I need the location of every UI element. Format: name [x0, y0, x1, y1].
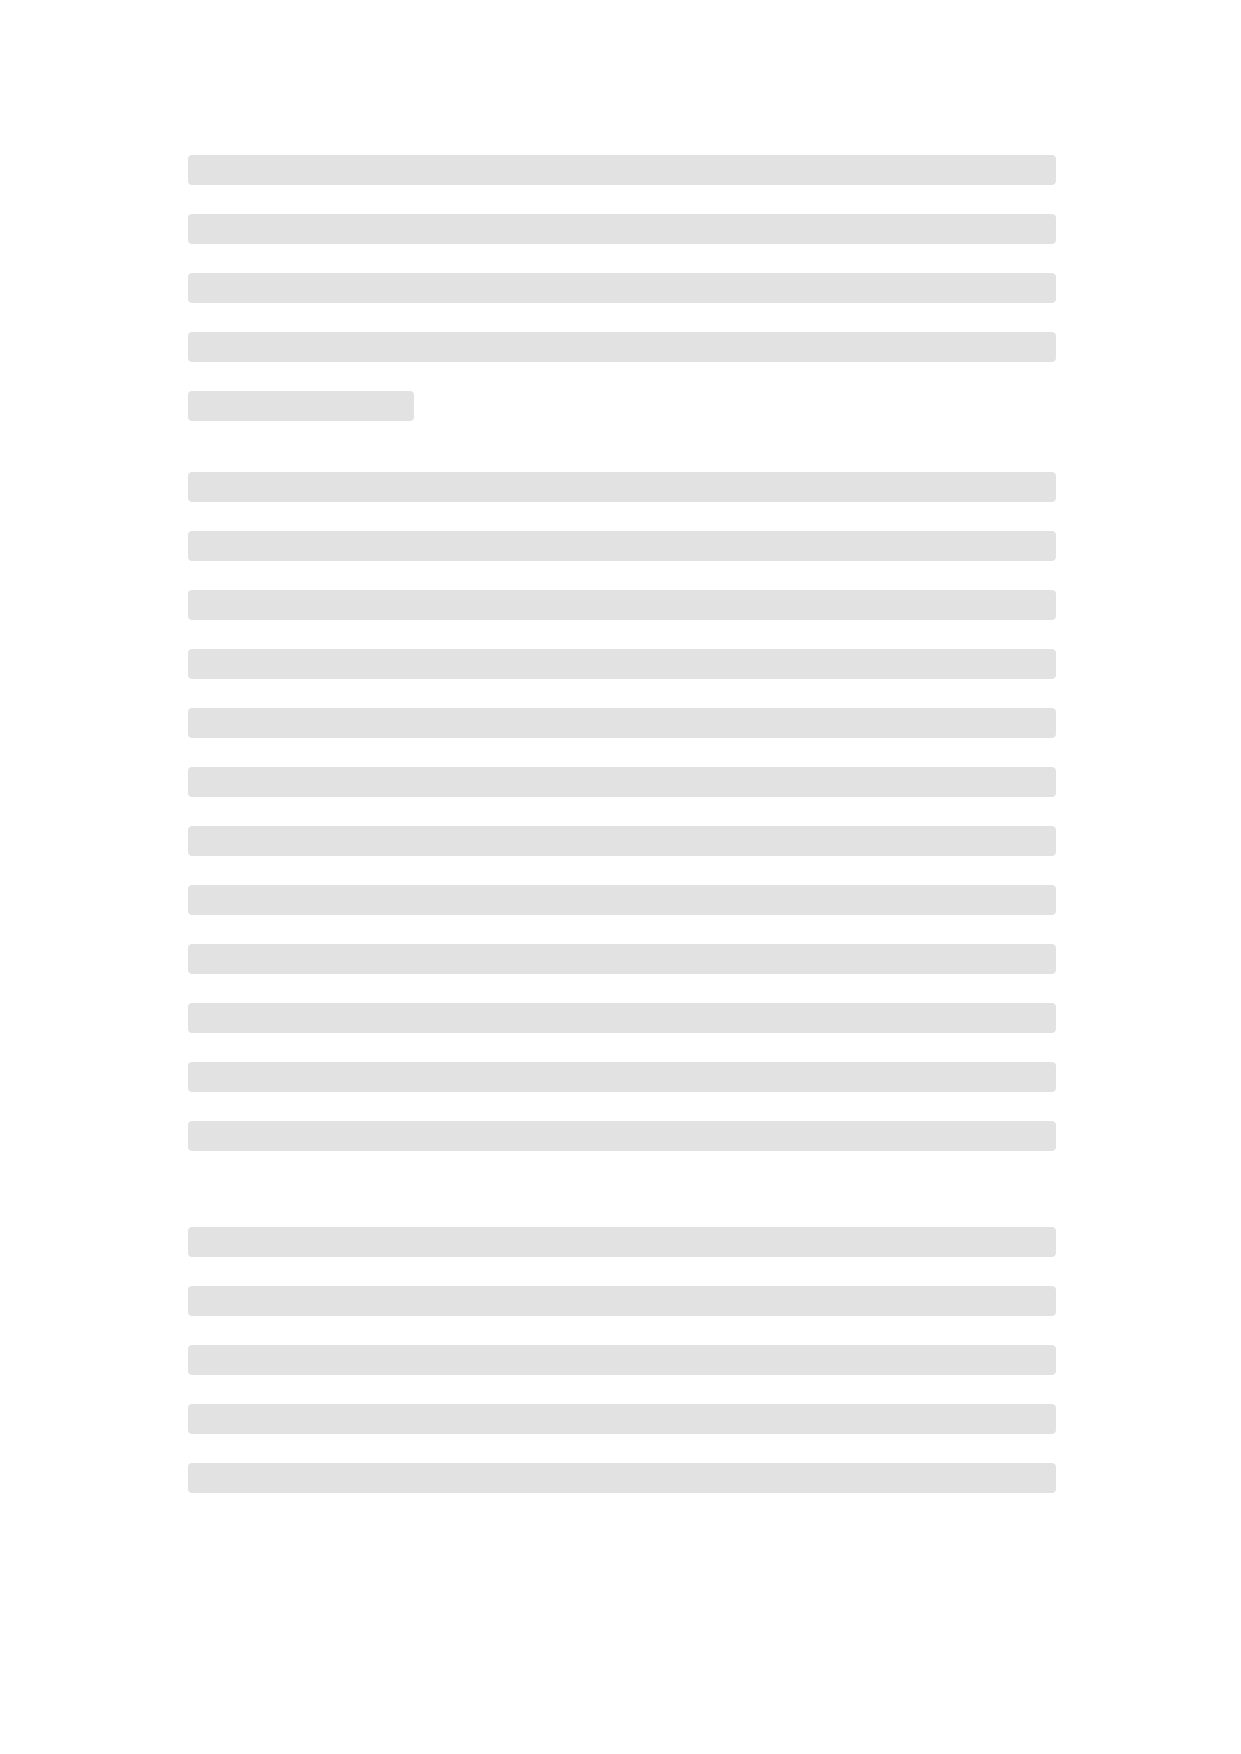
text-line: [188, 1227, 1056, 1257]
text-line: [188, 1286, 1056, 1316]
paragraph-2: [188, 472, 1056, 1151]
text-line: [188, 391, 414, 421]
text-line: [188, 767, 1056, 797]
text-line: [188, 708, 1056, 738]
text-line: [188, 155, 1056, 185]
text-line: [188, 1404, 1056, 1434]
text-line: [188, 273, 1056, 303]
text-line: [188, 826, 1056, 856]
text-line: [188, 885, 1056, 915]
text-line: [188, 332, 1056, 362]
text-line: [188, 531, 1056, 561]
text-line: [188, 649, 1056, 679]
text-line: [188, 1062, 1056, 1092]
text-line: [188, 1003, 1056, 1033]
text-line: [188, 590, 1056, 620]
text-line: [188, 1121, 1056, 1151]
text-line: [188, 1345, 1056, 1375]
text-line: [188, 1463, 1056, 1493]
paragraph-1: [188, 155, 1056, 421]
text-line: [188, 944, 1056, 974]
text-line: [188, 472, 1056, 502]
paragraph-3: [188, 1227, 1056, 1493]
text-line: [188, 214, 1056, 244]
